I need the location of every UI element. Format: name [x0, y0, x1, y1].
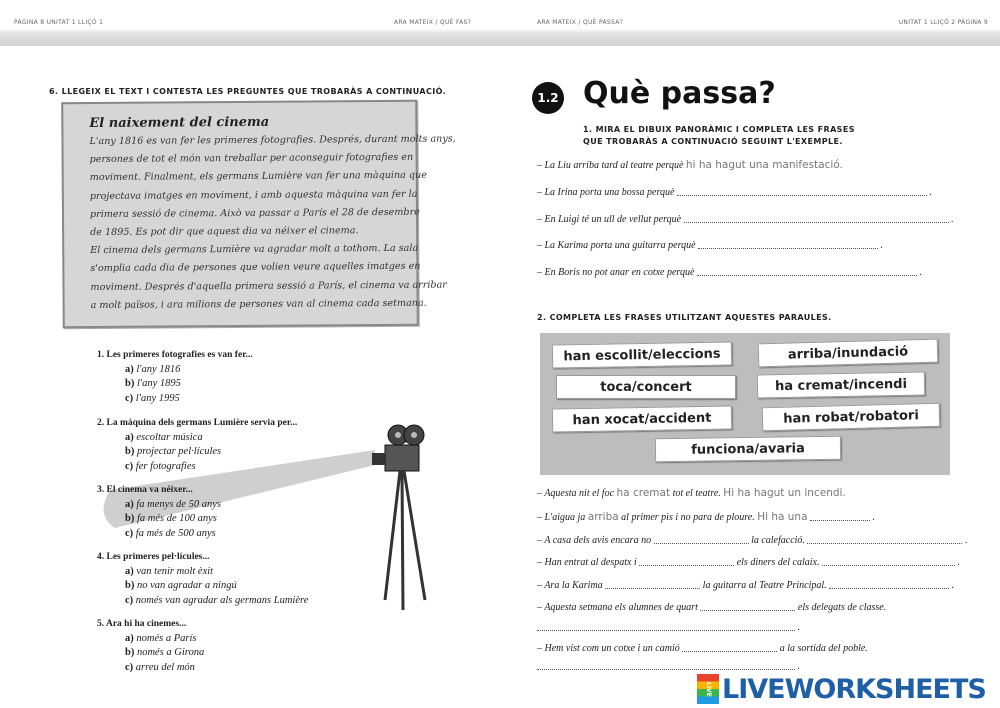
reading-line: moviment. Després d'aquella primera sessió a París, el cinema va arribar — [90, 279, 447, 293]
answer-input[interactable] — [605, 579, 700, 589]
option-text: no van agradar a ningú — [136, 580, 237, 592]
ex1-sentence: – En Luigi té un ull de vellut perquè . — [537, 213, 954, 225]
answer-option[interactable] — [125, 566, 213, 577]
question-text: 4. Les primeres pel·lícules... — [97, 552, 210, 562]
reading-box — [61, 100, 456, 328]
answer-input[interactable] — [677, 186, 927, 196]
answer-input[interactable] — [682, 642, 777, 652]
option-letter: a) — [125, 432, 134, 443]
option-letter: c) — [125, 527, 134, 539]
reading-line: primera sessió de cinema. Això va passar a París el 28 de desembre — [89, 206, 420, 220]
exercise-6-heading: 6. LLEGEIX EL TEXT I CONTESTA LES PREGUNTES QUE TROBARÀS A CONTINUACIÓ. — [49, 87, 447, 96]
ex1-sentence: – La Karima porta una guitarra perquè . — [537, 240, 884, 252]
ex2-sentence-6: – Aquesta setmana els alumnes de quart els delegats de classe. — [537, 602, 887, 613]
option-letter: a) — [125, 499, 134, 510]
word-tile: ha cremat/incendi — [757, 372, 925, 399]
word-tile: arriba/inundació — [758, 339, 939, 368]
answer-option[interactable] — [125, 513, 217, 524]
answer-input[interactable] — [697, 266, 917, 276]
lesson-badge: 1.2 — [532, 82, 564, 114]
word-tile: han robat/robatori — [762, 403, 941, 432]
answer-field[interactable]: hi ha hagut una manifestació. — [685, 159, 843, 171]
sentence-text: – En Boris no pot anar en cotxe perquè — [537, 267, 695, 279]
option-letter: b) — [125, 647, 135, 659]
question-text: 5. Ara hi ha cinemes... — [97, 619, 187, 629]
option-letter: c) — [125, 460, 134, 472]
answer-option[interactable] — [125, 595, 308, 606]
answer-input[interactable] — [700, 601, 795, 611]
answer-input[interactable] — [822, 556, 955, 566]
ex2-sentence-5: – Ara la Karima la guitarra al Teatre Principal. . — [537, 580, 955, 591]
question-text: 3. El cinema va néixer... — [97, 485, 193, 495]
header-left: PÀGINA 8 UNITAT 1 LLIÇÓ 1 — [14, 19, 104, 26]
ex2-sentence-4: – Han entrat al despatx i els diners del calaix. . — [537, 557, 960, 568]
logo-badge: LIVE — [697, 674, 719, 704]
answer-input[interactable] — [654, 534, 749, 544]
answer-field[interactable]: arriba — [587, 511, 619, 523]
answer-option[interactable] — [125, 499, 221, 510]
option-text: fer fotografies — [135, 460, 196, 472]
question-text: 1. Les primeres fotografies es van fer... — [97, 350, 253, 360]
reading-line: persones de tot el món van treballar per aconseguir fotografies en — [89, 151, 414, 166]
answer-input[interactable] — [537, 621, 795, 631]
exercise-1-heading-line1: 1. MIRA EL DIBUIX PANORÀMIC I COMPLETA LES FRASES — [583, 125, 855, 134]
word-tile: funciona/avaria — [655, 436, 841, 463]
option-letter: a) — [125, 566, 134, 577]
sentence-text: – En Luigi té un ull de vellut perquè — [537, 213, 682, 225]
question-3 — [97, 485, 193, 495]
answer-input[interactable] — [639, 556, 734, 566]
answer-option[interactable] — [125, 580, 237, 591]
option-letter: a) — [125, 633, 134, 644]
word-tile: han xocat/accident — [552, 405, 732, 432]
answer-field[interactable]: ha cremat — [616, 487, 671, 499]
answer-option[interactable] — [125, 647, 204, 658]
word-tile: toca/concert — [556, 375, 736, 399]
answer-option[interactable] — [125, 461, 196, 472]
option-letter: c) — [125, 661, 134, 673]
exercise-1-heading-line2: QUE TROBARÀS A CONTINUACIÓ SEGUINT L'EXEMPLE. — [583, 137, 843, 146]
exercise-2-heading: 2. COMPLETA LES FRASES UTILITZANT AQUESTES PARAULES. — [537, 313, 832, 322]
question-5 — [97, 619, 186, 629]
reading-line: s'omplia cada dia de persones que volien veure aquelles imatges en — [90, 261, 421, 275]
option-text: l'any 1895 — [136, 378, 181, 390]
header-center-right: ARA MATEIX / QUÈ PASSA? — [537, 19, 624, 26]
option-text: fa més de 100 anys — [136, 513, 217, 525]
answer-option[interactable] — [125, 432, 203, 443]
option-letter: b) — [125, 580, 135, 592]
answer-option[interactable] — [125, 633, 196, 644]
ex1-sentence: – La Irina porta una bossa perquè . — [537, 186, 932, 198]
answer-input[interactable] — [829, 579, 949, 589]
answer-option[interactable] — [125, 364, 180, 375]
answer-input[interactable] — [807, 534, 962, 544]
reading-title: El naixement del cinema — [89, 114, 270, 132]
ex2-sentence-2: – L'aigua ja arriba al primer pis i no para de ploure. Hi ha una . — [537, 511, 876, 523]
option-text: només a Girona — [136, 647, 205, 659]
word-tile: han escollit/eleccions — [552, 341, 732, 368]
sentence-text: – La Karima porta una guitarra perquè — [537, 240, 696, 252]
logo-text: LIVEWORKSHEETS — [722, 673, 986, 705]
sentence-text: – La Liu arriba tard al teatre perquè — [537, 160, 684, 171]
question-1 — [97, 350, 253, 360]
reading-line: de 1895. Es pot dir que aquest dia va néixer el cinema. — [90, 225, 359, 239]
sentence-text: – La Irina porta una bossa perquè — [537, 186, 675, 198]
option-text: només a París — [136, 633, 197, 644]
ex2-sentence-6-line2: . — [537, 621, 800, 633]
answer-input[interactable] — [698, 239, 878, 249]
answer-input[interactable] — [810, 511, 870, 521]
option-letter: a) — [125, 364, 134, 375]
reading-line: L'any 1816 es van fer les primeres fotografies. Després, durant molts anys, — [89, 133, 456, 148]
liveworksheets-logo — [697, 673, 986, 705]
option-text: escoltar música — [136, 432, 203, 443]
option-letter: c) — [125, 594, 134, 606]
option-text: l'any 1995 — [135, 392, 180, 404]
answer-input[interactable] — [537, 660, 795, 670]
reading-line: moviment. Finalment, els germans Lumière van fer una màquina que — [89, 170, 427, 184]
option-letter: c) — [125, 392, 134, 404]
ex2-sentence-7: – Hem vist com un cotxe i un camió a la sortida del poble. — [537, 643, 868, 654]
option-text: fa més de 500 anys — [135, 527, 216, 539]
option-text: arreu del món — [135, 661, 195, 673]
option-text: van tenir molt èxit — [136, 566, 214, 577]
option-text: fa menys de 50 anys — [136, 499, 221, 510]
answer-option[interactable] — [125, 662, 195, 673]
page-title: Què passa? — [583, 76, 776, 111]
ex2-sentence-3: – A casa dels avis encara no la calefacció. . — [537, 535, 968, 546]
answer-option[interactable] — [125, 393, 180, 404]
header-right: UNITAT 1 LLIÇÓ 2 PÀGINA 9 — [898, 19, 988, 26]
ex2-sentence-1: – Aquesta nit el foc ha cremat tot el teatre. Hi ha hagut un incendi. — [537, 487, 846, 499]
answer-option[interactable] — [125, 528, 216, 539]
option-text: l'any 1816 — [136, 364, 181, 375]
question-2 — [97, 418, 297, 428]
answer-option[interactable] — [125, 446, 221, 457]
reading-line: a molt països, i ara milions de persones van al cinema cada setmana. — [90, 297, 427, 311]
header-center-left: ARA MATEIX / QUÈ FAS? — [394, 19, 472, 26]
page-header — [0, 0, 1000, 46]
option-letter: b) — [125, 446, 135, 458]
reading-line: projectava imatges en moviment, i amb aquesta màquina van fer la — [89, 188, 418, 202]
answer-input[interactable] — [684, 213, 949, 223]
question-text: 2. La màquina dels germans Lumière servia per... — [97, 418, 298, 428]
reading-line: El cinema dels germans Lumière va agradar molt a tothom. La sala — [90, 242, 419, 257]
option-letter: b) — [125, 513, 135, 525]
option-letter: b) — [125, 378, 135, 390]
question-4 — [97, 552, 210, 562]
ex1-sentence: – En Boris no pot anar en cotxe perquè . — [537, 267, 922, 279]
option-text: només van agradar als germans Lumière — [135, 594, 309, 606]
option-text: projectar pel·lícules — [136, 446, 222, 458]
ex2-sentence-7-line2: . — [537, 660, 800, 672]
ex1-sentence — [537, 159, 843, 171]
answer-field[interactable]: Hi ha hagut un incendi. — [723, 487, 846, 499]
answer-option[interactable] — [125, 378, 181, 389]
